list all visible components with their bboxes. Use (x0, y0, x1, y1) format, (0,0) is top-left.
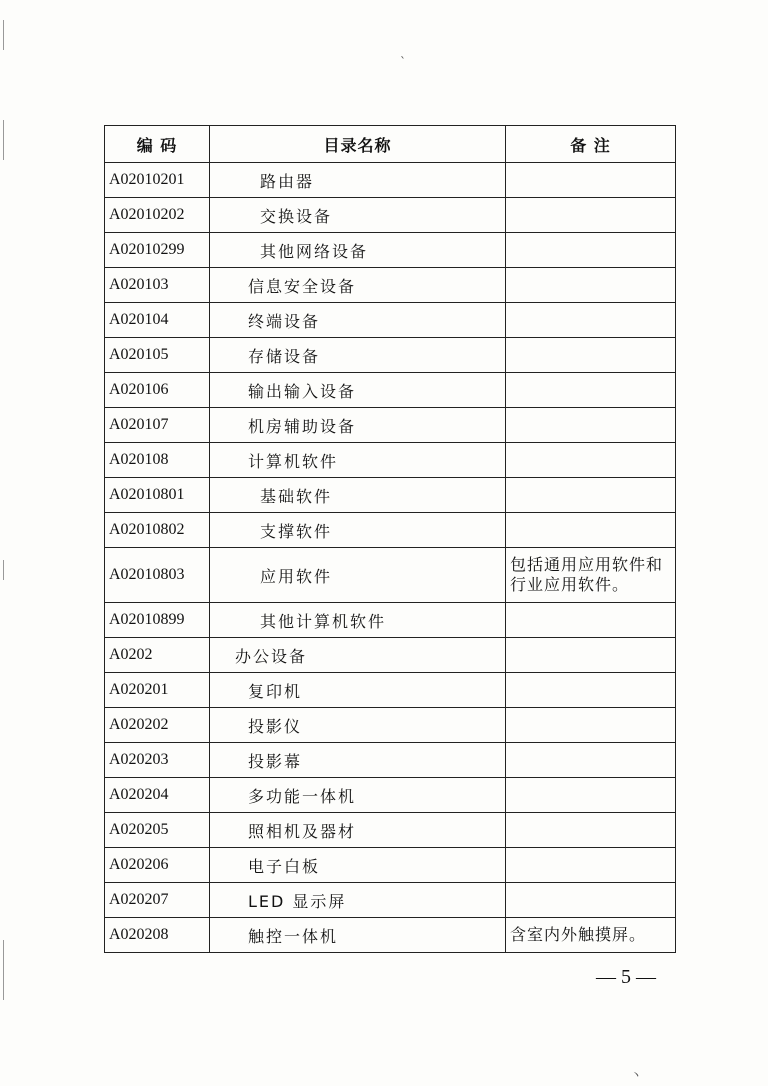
row-code: A020104 (105, 303, 210, 338)
row-code: A020202 (105, 708, 210, 743)
table-row (105, 548, 676, 603)
row-name: 路由器 (210, 163, 506, 198)
row-name: 办公设备 (210, 638, 506, 673)
header-name: 目录名称 (210, 126, 506, 163)
row-note (506, 708, 676, 743)
row-code: A020201 (105, 673, 210, 708)
table-row (105, 883, 676, 918)
row-note (506, 408, 676, 443)
row-code: A020105 (105, 338, 210, 373)
row-code: A020103 (105, 268, 210, 303)
table-row (105, 813, 676, 848)
row-note (506, 268, 676, 303)
row-note (506, 813, 676, 848)
row-name: 应用软件 (210, 548, 506, 603)
row-code: A02010202 (105, 198, 210, 233)
row-code: A02010802 (105, 513, 210, 548)
catalog-table (104, 125, 676, 953)
row-note (506, 338, 676, 373)
row-name: 输出输入设备 (210, 373, 506, 408)
table-row (105, 233, 676, 268)
table-row (105, 778, 676, 813)
row-name: 触控一体机 (210, 918, 506, 953)
row-note (506, 233, 676, 268)
table-row (105, 163, 676, 198)
header-code: 编 码 (105, 126, 210, 163)
table-row (105, 848, 676, 883)
row-note (506, 163, 676, 198)
scan-edge-mark (3, 940, 4, 1000)
row-name: 终端设备 (210, 303, 506, 338)
row-note (506, 478, 676, 513)
table-row (105, 603, 676, 638)
row-name: 交换设备 (210, 198, 506, 233)
row-code: A020206 (105, 848, 210, 883)
row-code: A02010803 (105, 548, 210, 603)
row-name: 基础软件 (210, 478, 506, 513)
table-body (105, 163, 676, 953)
row-note (506, 778, 676, 813)
table-row (105, 373, 676, 408)
row-code: A020106 (105, 373, 210, 408)
table-row (105, 638, 676, 673)
row-name: 多功能一体机 (210, 778, 506, 813)
row-code: A020208 (105, 918, 210, 953)
table-row (105, 408, 676, 443)
row-name: 信息安全设备 (210, 268, 506, 303)
table-row (105, 198, 676, 233)
row-code: A020203 (105, 743, 210, 778)
table-row (105, 513, 676, 548)
row-code: A020107 (105, 408, 210, 443)
scan-edge-mark (3, 20, 4, 50)
row-name: 存储设备 (210, 338, 506, 373)
header-note: 备 注 (506, 126, 676, 163)
row-code: A02010201 (105, 163, 210, 198)
table-row (105, 673, 676, 708)
table-row (105, 478, 676, 513)
table-row (105, 303, 676, 338)
row-code: A020204 (105, 778, 210, 813)
table-row (105, 268, 676, 303)
row-name: 计算机软件 (210, 443, 506, 478)
row-name: 机房辅助设备 (210, 408, 506, 443)
row-note (506, 673, 676, 708)
row-note (506, 848, 676, 883)
table-row (105, 443, 676, 478)
page-number: — 5 — (596, 966, 656, 988)
row-name: 支撑软件 (210, 513, 506, 548)
row-note (506, 303, 676, 338)
table-row (105, 708, 676, 743)
row-note: 包括通用应用软件和行业应用软件。 (506, 548, 676, 603)
table-header-row (105, 126, 676, 163)
row-name: 电子白板 (210, 848, 506, 883)
row-code: A020108 (105, 443, 210, 478)
row-code: A0202 (105, 638, 210, 673)
table-row (105, 918, 676, 953)
row-note (506, 198, 676, 233)
row-note (506, 638, 676, 673)
row-note (506, 603, 676, 638)
scan-speck: ˋ (400, 55, 406, 69)
row-name: 其他网络设备 (210, 233, 506, 268)
row-code: A02010899 (105, 603, 210, 638)
scan-edge-mark (3, 120, 4, 160)
row-note (506, 743, 676, 778)
row-name: LED 显示屏 (210, 883, 506, 918)
row-code: A020207 (105, 883, 210, 918)
row-note (506, 373, 676, 408)
row-note (506, 443, 676, 478)
table-row (105, 338, 676, 373)
scan-edge-mark (3, 560, 4, 580)
row-name: 复印机 (210, 673, 506, 708)
row-code: A02010299 (105, 233, 210, 268)
row-name: 其他计算机软件 (210, 603, 506, 638)
row-name: 照相机及器材 (210, 813, 506, 848)
table-row (105, 743, 676, 778)
row-note (506, 513, 676, 548)
row-name: 投影仪 (210, 708, 506, 743)
scan-speck: 丶 (630, 1068, 643, 1082)
row-note: 含室内外触摸屏。 (506, 918, 676, 953)
row-code: A020205 (105, 813, 210, 848)
row-name: 投影幕 (210, 743, 506, 778)
row-code: A02010801 (105, 478, 210, 513)
row-note (506, 883, 676, 918)
